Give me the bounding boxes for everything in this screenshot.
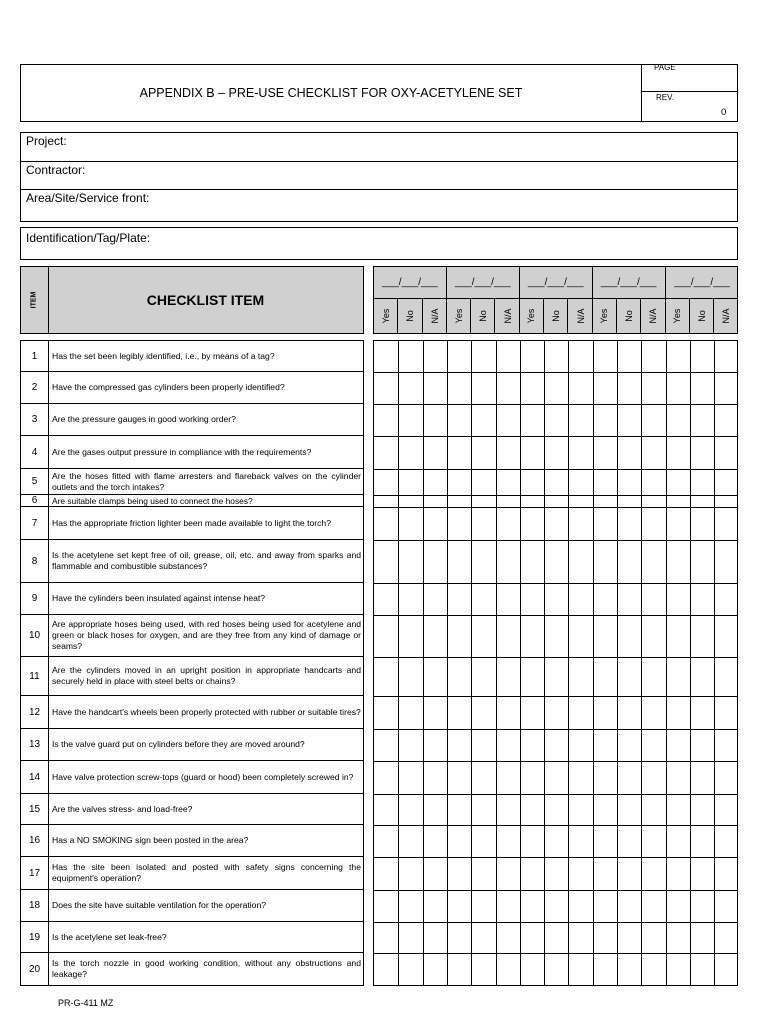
item-question-text: Are appropriate hoses being used, with red hoses being used for acetylene and green or black hoses for oxygen, and are they free from any kind of damage or seams?: [52, 619, 361, 651]
item-question: [52, 657, 361, 695]
option-label: Yes: [526, 308, 537, 323]
option-label: No: [404, 309, 415, 322]
option-header: [593, 298, 617, 333]
item-number: 20: [21, 953, 49, 985]
answer-grid: [373, 266, 738, 986]
item-question: [52, 372, 361, 403]
item-number: 10: [21, 615, 49, 656]
option-label: No: [477, 309, 488, 322]
checklist-header: [20, 266, 364, 334]
rev-label: REV.: [656, 93, 674, 102]
option-header: [471, 298, 495, 333]
option-header: [617, 298, 641, 333]
item-question-text: Is the acetylene set kept free of oil, grease, oil, etc. and away from sparks and flammable and combustible substances?: [52, 550, 361, 571]
item-number: 18: [21, 890, 49, 921]
grid-row-line: [374, 615, 737, 616]
option-label: N/A: [648, 307, 659, 324]
date-column-group: [666, 267, 739, 333]
grid-column-line: [666, 341, 667, 985]
checklist-row: [21, 615, 363, 657]
date-column-group: [447, 267, 520, 333]
item-question: [52, 825, 361, 856]
item-column-header: [21, 267, 49, 333]
page-cell: [642, 65, 738, 92]
date-field[interactable]: ___/___/___: [593, 267, 665, 299]
item-question-text: Have the compressed gas cylinders been properly identified?: [52, 382, 285, 392]
document-code: PR-G-411 MZ: [58, 998, 114, 1008]
item-question-text: Are the pressure gauges in good working order?: [52, 414, 236, 424]
area-field[interactable]: [21, 190, 737, 221]
item-question: [52, 794, 361, 824]
grid-row-line: [374, 729, 737, 730]
checklist-row: [21, 469, 363, 495]
item-question: [52, 615, 361, 656]
option-label: N/A: [502, 307, 513, 324]
grid-row-line: [374, 469, 737, 470]
item-question: [52, 540, 361, 582]
option-label: No: [696, 309, 707, 322]
item-question: [52, 761, 361, 793]
option-header: [544, 298, 568, 333]
checklist-row: [21, 696, 363, 729]
grid-row-line: [374, 436, 737, 437]
item-question-text: Are the cylinders moved in an upright position in appropriate handcarts and securely held in place with steel belts or chains?: [52, 665, 361, 686]
date-column-group: [593, 267, 666, 333]
grid-row-line: [374, 495, 737, 496]
item-question-text: Is the acetylene set leak-free?: [52, 931, 167, 942]
area-label: Area/Site/Service front:: [26, 191, 150, 205]
item-number: 4: [21, 436, 49, 468]
grid-column-line: [447, 341, 448, 985]
grid-row-line: [374, 953, 737, 954]
date-column-group: [374, 267, 447, 333]
item-number: 7: [21, 507, 49, 539]
option-label: N/A: [575, 307, 586, 324]
identification-field[interactable]: [20, 227, 738, 260]
date-field[interactable]: ___/___/___: [520, 267, 592, 299]
grid-row-line: [374, 404, 737, 405]
item-question: [52, 495, 361, 506]
option-header: [374, 298, 398, 333]
item-question-text: Are suitable clamps being used to connect the hoses?: [52, 495, 253, 506]
document-title: APPENDIX B – PRE-USE CHECKLIST FOR OXY-ACETYLENE SET: [139, 86, 523, 100]
option-label: N/A: [429, 307, 440, 324]
grid-row-line: [374, 890, 737, 891]
item-number: 17: [21, 857, 49, 889]
checklist-row: [21, 583, 363, 615]
item-number: 1: [21, 341, 49, 371]
item-question: [52, 922, 361, 952]
item-question-text: Has the site been isolated and posted with safety signs concerning the equipment's operation?: [52, 862, 361, 883]
item-number: 11: [21, 657, 49, 695]
option-header: [690, 298, 714, 333]
checklist-row: [21, 372, 363, 404]
date-field[interactable]: ___/___/___: [447, 267, 519, 299]
item-number: 6: [21, 495, 49, 506]
grid-row-line: [374, 372, 737, 373]
item-number: 3: [21, 404, 49, 435]
checklist-row: [21, 404, 363, 436]
item-question: [52, 469, 361, 494]
grid-row-line: [374, 696, 737, 697]
checklist-row: [21, 857, 363, 890]
option-label: Yes: [380, 308, 391, 323]
checklist-row: [21, 794, 363, 825]
item-column-label: ITEM: [30, 291, 38, 309]
item-question-text: Are the gases output pressure in compliance with the requirements?: [52, 446, 312, 457]
grid-column-line: [520, 341, 521, 985]
item-question-text: Are the hoses fitted with flame arresters and flareback valves on the cylinder outlets and the torch intakes?: [52, 470, 361, 492]
option-header: [666, 298, 690, 333]
checklist-row: [21, 761, 363, 794]
answer-grid-body: [373, 340, 738, 986]
checklist-row: [21, 436, 363, 469]
grid-row-line: [374, 922, 737, 923]
document-header: [20, 64, 738, 122]
grid-column-line: [544, 341, 545, 985]
grid-row-line: [374, 657, 737, 658]
grid-row-line: [374, 794, 737, 795]
option-header: [641, 298, 665, 333]
option-label: Yes: [453, 308, 464, 323]
item-number: 15: [21, 794, 49, 824]
option-header: [568, 298, 592, 333]
checklist-table: [20, 266, 364, 986]
item-question-text: Are the valves stress- and load-free?: [52, 803, 193, 814]
grid-column-line: [617, 341, 618, 985]
option-header: [495, 298, 519, 333]
item-question: [52, 953, 361, 985]
grid-column-line: [398, 341, 399, 985]
item-number: 13: [21, 729, 49, 760]
item-question-text: Have the handcart's wheels been properly protected with rubber or suitable tires?: [52, 706, 361, 717]
date-field[interactable]: ___/___/___: [666, 267, 739, 299]
grid-column-line: [423, 341, 424, 985]
option-label: N/A: [721, 307, 732, 324]
rev-value: 0: [721, 107, 727, 118]
item-question: [52, 729, 361, 760]
option-header: [520, 298, 544, 333]
contractor-label: Contractor:: [26, 163, 86, 177]
checklist-row: [21, 341, 363, 372]
option-label: No: [623, 309, 634, 322]
checklist-row: [21, 540, 363, 583]
item-question-text: Is the valve guard put on cylinders before they are moved around?: [52, 739, 305, 749]
checklist-rows: [20, 340, 364, 986]
item-question: [52, 583, 361, 614]
item-question-text: Does the site have suitable ventilation for the operation?: [52, 900, 267, 910]
answer-grid-header: [373, 266, 738, 334]
grid-column-line: [641, 341, 642, 985]
item-question-text: Have valve protection screw-tops (guard or hood) been completely screwed in?: [52, 771, 354, 782]
grid-row-line: [374, 857, 737, 858]
grid-column-line: [714, 341, 715, 985]
item-number: 5: [21, 469, 49, 494]
checklist-row: [21, 507, 363, 540]
project-label: Project:: [26, 134, 67, 148]
item-number: 19: [21, 922, 49, 952]
item-number: 16: [21, 825, 49, 856]
identification-label: Identification/Tag/Plate:: [26, 231, 151, 245]
date-column-group: [520, 267, 593, 333]
item-question: [52, 341, 361, 371]
item-question-text: Has a NO SMOKING sign been posted in the area?: [52, 835, 249, 845]
item-question: [52, 857, 361, 889]
checklist-row: [21, 657, 363, 696]
date-field[interactable]: ___/___/___: [374, 267, 446, 299]
grid-column-line: [496, 341, 497, 985]
grid-row-line: [374, 507, 737, 508]
item-question-text: Has the set been legibly identified, i.e., by means of a tag?: [52, 350, 275, 361]
item-number: 9: [21, 583, 49, 614]
item-number: 8: [21, 540, 49, 582]
option-label: No: [550, 309, 561, 322]
checklist-row: [21, 729, 363, 761]
item-question: [52, 696, 361, 728]
item-question-text: Has the appropriate friction lighter been made available to light the torch?: [52, 517, 331, 528]
project-field[interactable]: [21, 133, 737, 162]
item-number: 2: [21, 372, 49, 403]
checklist-row: [21, 495, 363, 507]
contractor-field[interactable]: [21, 162, 737, 190]
grid-row-line: [374, 825, 737, 826]
option-header: [447, 298, 471, 333]
item-question-text: Have the cylinders been insulated against intense heat?: [52, 593, 266, 603]
grid-column-line: [690, 341, 691, 985]
grid-row-line: [374, 761, 737, 762]
grid-column-line: [593, 341, 594, 985]
option-label: Yes: [672, 308, 683, 323]
item-question: [52, 436, 361, 468]
item-question: [52, 507, 361, 539]
checklist-row: [21, 953, 363, 985]
item-question: [52, 404, 361, 435]
item-number: 12: [21, 696, 49, 728]
option-header: [714, 298, 738, 333]
page-rev-block: [641, 65, 738, 121]
page-label: PAGE: [654, 63, 676, 72]
item-question: [52, 890, 361, 921]
checklist-row: [21, 922, 363, 953]
option-label: Yes: [599, 308, 610, 323]
grid-column-line: [471, 341, 472, 985]
grid-row-line: [374, 540, 737, 541]
option-header: [398, 298, 422, 333]
grid-column-line: [568, 341, 569, 985]
item-question-text: Is the torch nozzle in good working condition, without any obstructions and leakage?: [52, 958, 361, 979]
checklist-row: [21, 890, 363, 922]
checklist-row: [21, 825, 363, 857]
option-header: [423, 298, 447, 333]
project-info-block: [20, 132, 738, 222]
checklist-title: CHECKLIST ITEM: [146, 292, 265, 308]
item-number: 14: [21, 761, 49, 793]
grid-row-line: [374, 583, 737, 584]
